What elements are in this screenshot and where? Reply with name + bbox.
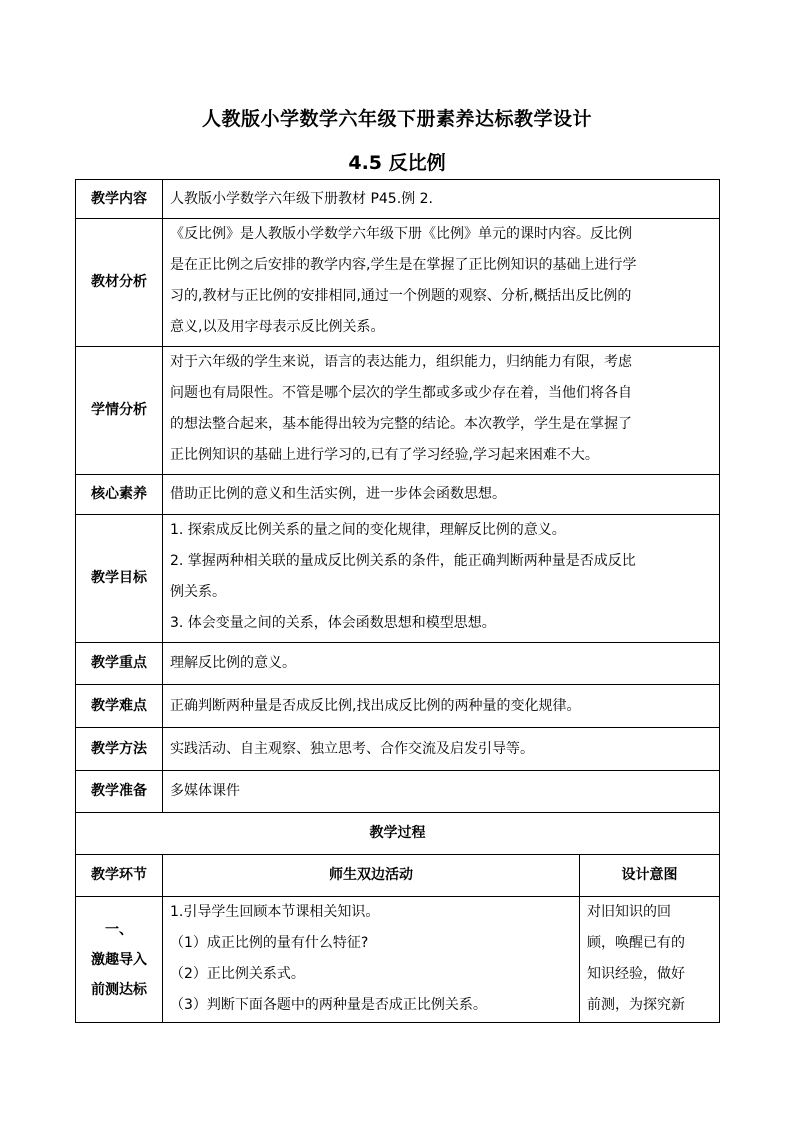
goal-line: 3. 体会变量之间的关系，体会函数思想和模型思想。 bbox=[170, 615, 496, 631]
value-difficulty: 正确判断两种量是否成反比例,找出成反比例的两种量的变化规律。 bbox=[163, 685, 720, 728]
value-literacy: 借助正比例的意义和生活实例，进一步体会函数思想。 bbox=[163, 475, 720, 515]
goal-line: 2. 掌握两种相关联的量成反比例关系的条件，能正确判断两种量是否成反比 bbox=[170, 553, 636, 569]
text-line: 意义,以及用字母表示反比例关系。 bbox=[170, 319, 385, 335]
stage-line: 激趣导入 bbox=[91, 951, 147, 968]
row-difficulty bbox=[76, 685, 720, 728]
value-material bbox=[163, 219, 720, 347]
col-header-intent: 设计意图 bbox=[580, 855, 720, 897]
label-material: 教材分析 bbox=[76, 219, 163, 347]
intent-line: 顾，唤醒已有的 bbox=[587, 935, 685, 951]
text-line: 问题也有局限性。不管是哪个层次的学生都或多或少存在着，当他们将各自 bbox=[170, 385, 632, 401]
lesson-plan-table bbox=[75, 179, 720, 1023]
stage-intent bbox=[580, 897, 720, 1023]
label-content: 教学内容 bbox=[76, 180, 163, 219]
activity-line: 1.引导学生回顾本节课相关知识。 bbox=[170, 904, 380, 920]
row-focus bbox=[76, 643, 720, 685]
col-header-activity: 师生双边活动 bbox=[163, 855, 580, 897]
document-title: 人教版小学数学六年级下册素养达标教学设计 bbox=[201, 108, 592, 130]
stage-line: 前测达标 bbox=[91, 981, 147, 998]
value-goals bbox=[163, 515, 720, 643]
activity-line: （2）正比例关系式。 bbox=[170, 966, 305, 982]
label-focus: 教学重点 bbox=[76, 643, 163, 685]
text-line: 正比例知识的基础上进行学习的,已有了学习经验,学习起来困难不大。 bbox=[170, 447, 599, 463]
label-literacy: 核心素养 bbox=[76, 475, 163, 515]
row-goals bbox=[76, 515, 720, 643]
intent-line: 知识经验，做好 bbox=[587, 966, 685, 982]
goal-line: 例关系。 bbox=[170, 584, 226, 600]
activity-line: （3）判断下面各题中的两种量是否成正比例关系。 bbox=[170, 997, 487, 1013]
text-line: 《反比例》是人教版小学数学六年级下册《比例》单元的课时内容。反比例 bbox=[170, 226, 632, 242]
stage-line: 一、 bbox=[105, 921, 133, 938]
row-prep bbox=[76, 771, 720, 813]
text-line: 的想法整合起来，基本能得出较为完整的结论。本次教学，学生是在掌握了 bbox=[170, 416, 632, 432]
row-stage-1 bbox=[76, 897, 720, 1023]
label-difficulty: 教学难点 bbox=[76, 685, 163, 728]
value-focus: 理解反比例的意义。 bbox=[163, 643, 720, 685]
intent-line: 前测，为探究新 bbox=[587, 997, 685, 1013]
value-content: 人教版小学数学六年级下册教材 P45.例 2. bbox=[163, 180, 720, 219]
text-line: 习的,教材与正比例的安排相同,通过一个例题的观察、分析,概括出反比例的 bbox=[170, 288, 632, 304]
text-line: 对于六年级的学生来说，语言的表达能力，组织能力，归纳能力有限，考虑 bbox=[170, 354, 632, 370]
row-content bbox=[76, 180, 720, 219]
value-method: 实践活动、自主观察、独立思考、合作交流及启发引导等。 bbox=[163, 728, 720, 771]
label-method: 教学方法 bbox=[76, 728, 163, 771]
label-prep: 教学准备 bbox=[76, 771, 163, 813]
activity-line: （1）成正比例的量有什么特征? bbox=[170, 935, 369, 951]
label-students: 学情分析 bbox=[76, 347, 163, 475]
row-material bbox=[76, 219, 720, 347]
goal-line: 1. 探索成反比例关系的量之间的变化规律，理解反比例的意义。 bbox=[170, 522, 566, 538]
label-goals: 教学目标 bbox=[76, 515, 163, 643]
process-header: 教学过程 bbox=[76, 813, 720, 855]
lesson-subtitle: 4.5 反比例 bbox=[348, 152, 446, 174]
value-prep: 多媒体课件 bbox=[163, 771, 720, 813]
row-process-header bbox=[76, 813, 720, 855]
row-students bbox=[76, 347, 720, 475]
stage-label bbox=[76, 897, 163, 1023]
row-method bbox=[76, 728, 720, 771]
row-column-headers bbox=[76, 855, 720, 897]
col-header-stage: 教学环节 bbox=[76, 855, 163, 897]
value-students bbox=[163, 347, 720, 475]
text-line: 是在正比例之后安排的教学内容,学生是在掌握了正比例知识的基础上进行学 bbox=[170, 257, 637, 273]
intent-line: 对旧知识的回 bbox=[587, 904, 671, 920]
row-literacy bbox=[76, 475, 720, 515]
stage-activity bbox=[163, 897, 580, 1023]
